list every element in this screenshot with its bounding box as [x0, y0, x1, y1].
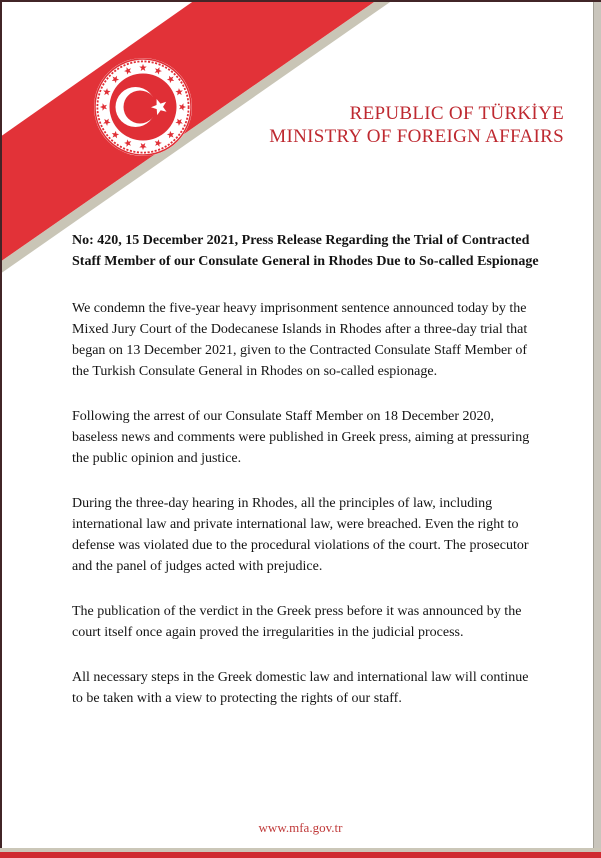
- page-border-left: [0, 0, 2, 858]
- footer-website-link[interactable]: www.mfa.gov.tr: [258, 820, 343, 835]
- page-border-top: [0, 0, 601, 2]
- press-release-body: [72, 230, 542, 733]
- paragraph: Following the arrest of our Consulate Staff Member on 18 December 2020, baseless news and comments were published in Greek press, aiming at pressuring the public opinion and justice.: [72, 409, 530, 466]
- press-release-title: No: 420, 15 December 2021, Press Release Regarding the Trial of Contracted Staff Member of our Consulate General in Rhodes Due to So-called Espionage: [72, 233, 539, 269]
- footer-red-bar: [0, 852, 601, 858]
- paragraph: During the three-day hearing in Rhodes, all the principles of law, including international law and private international law, were breached. Even the right to defense was violated due to the procedural violations of the court. The prosecutor and the panel of judges acted with prejudice.: [72, 496, 529, 574]
- paragraph: All necessary steps in the Greek domestic law and international law will continue to be taken with a view to protecting the rights of our staff.: [72, 670, 529, 706]
- paragraph: We condemn the five-year heavy imprisonment sentence announced today by the Mixed Jury Court of the Dodecanese Islands in Rhodes after a three-day trial that began on 13 December 2021, given to the Contracted Consulate Staff Member of the Turkish Consulate General in Rhodes on so-called espionage.: [72, 301, 528, 379]
- header-line-republic: REPUBLIC OF TÜRKİYE: [349, 103, 564, 124]
- right-edge-stripe: [593, 0, 601, 848]
- paragraph: The publication of the verdict in the Greek press before it was announced by the court itself once again proved the irregularities in the judicial process.: [72, 604, 522, 640]
- turkiye-emblem-icon: [93, 57, 193, 157]
- ministry-header: [269, 102, 564, 148]
- header-line-ministry: MINISTRY OF FOREIGN AFFAIRS: [269, 126, 564, 147]
